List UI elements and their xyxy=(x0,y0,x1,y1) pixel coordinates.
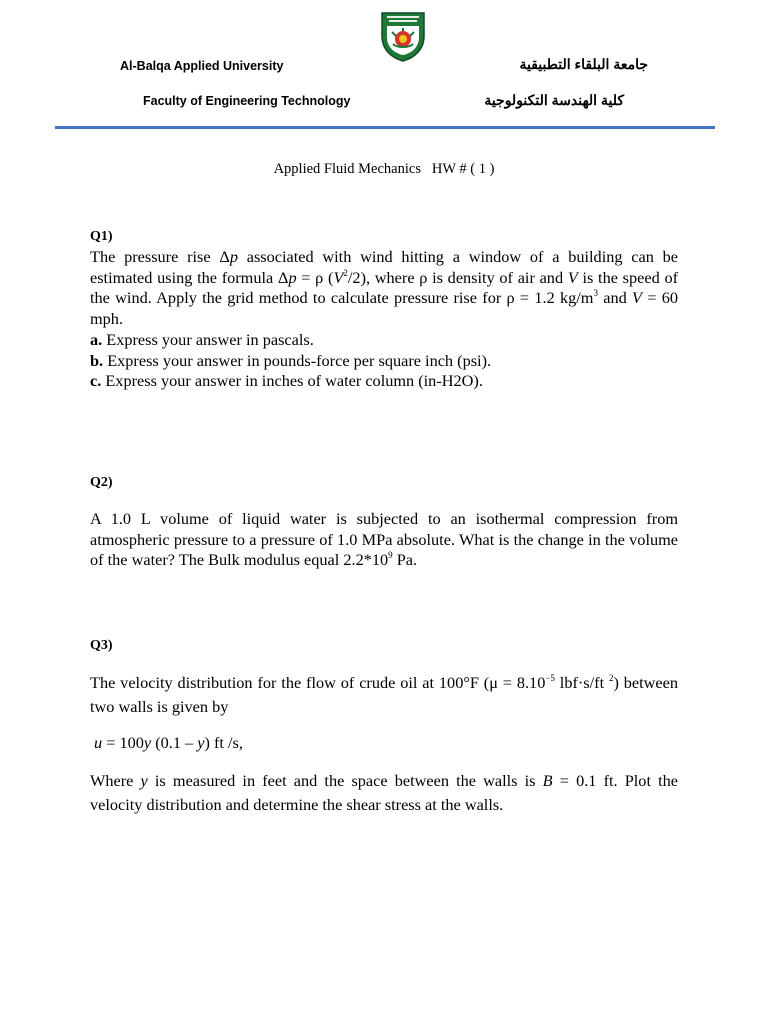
document-title: Applied Fluid Mechanics HW # ( 1 ) xyxy=(273,161,495,177)
header-divider xyxy=(55,126,715,129)
q1-body xyxy=(90,247,678,392)
q1-heading: Q1) xyxy=(90,229,113,244)
q3-instructions: Where y is measured in feet and the space between the walls is B = 0.1 ft. Plot the velocity distribution and determine the shear stress at the walls. xyxy=(90,771,679,814)
faculty-name-ar: كلية الهندسة التكنولوجية xyxy=(484,92,624,108)
q2-body xyxy=(90,509,678,571)
q1-part-a: a. Express your answer in pascals. xyxy=(90,329,314,349)
q1-part-b: b. Express your answer in pounds-force per square inch (psi). xyxy=(90,350,492,370)
q1-statement: The pressure rise Δp associated with wind hitting a window of a building can be estimated using the formula Δp = ρ $(V^2/2)$, where ρ is density of air and V is the speed of the wind. Apply the grid method to calculate pressure rise for ρ = 1.2 $kg/m^3$ and V = 60 mph. xyxy=(90,247,679,329)
university-crest-icon xyxy=(378,10,428,62)
q1-part-c: c. Express your answer in inches of water column (in-H2O). xyxy=(90,371,483,391)
q3-heading: Q3) xyxy=(90,638,113,653)
q3-body xyxy=(90,671,678,718)
university-name-en: Al-Balqa Applied University xyxy=(120,59,284,73)
university-name-ar: جامعة البلقاء التطبيقية xyxy=(519,56,648,72)
q3-equation: u = 100y (0.1 – y) ft /s, xyxy=(94,733,243,752)
q2-heading: Q2) xyxy=(90,475,113,490)
q3-statement: The velocity distribution for the flow of crude oil at 100°F ($\mu = 8.10^{-5}$ lbf·s/ft $^2$) between two walls is given by xyxy=(90,673,679,716)
faculty-name-en: Faculty of Engineering Technology xyxy=(143,94,351,108)
q2-statement: A 1.0 L volume of liquid water is subjected to an isothermal compression from atmospheric pressure to a pressure of 1.0 MPa absolute. What is the change in the volume of the water? The Bulk modulus equal $2.2*10^9$ Pa. xyxy=(90,509,678,570)
